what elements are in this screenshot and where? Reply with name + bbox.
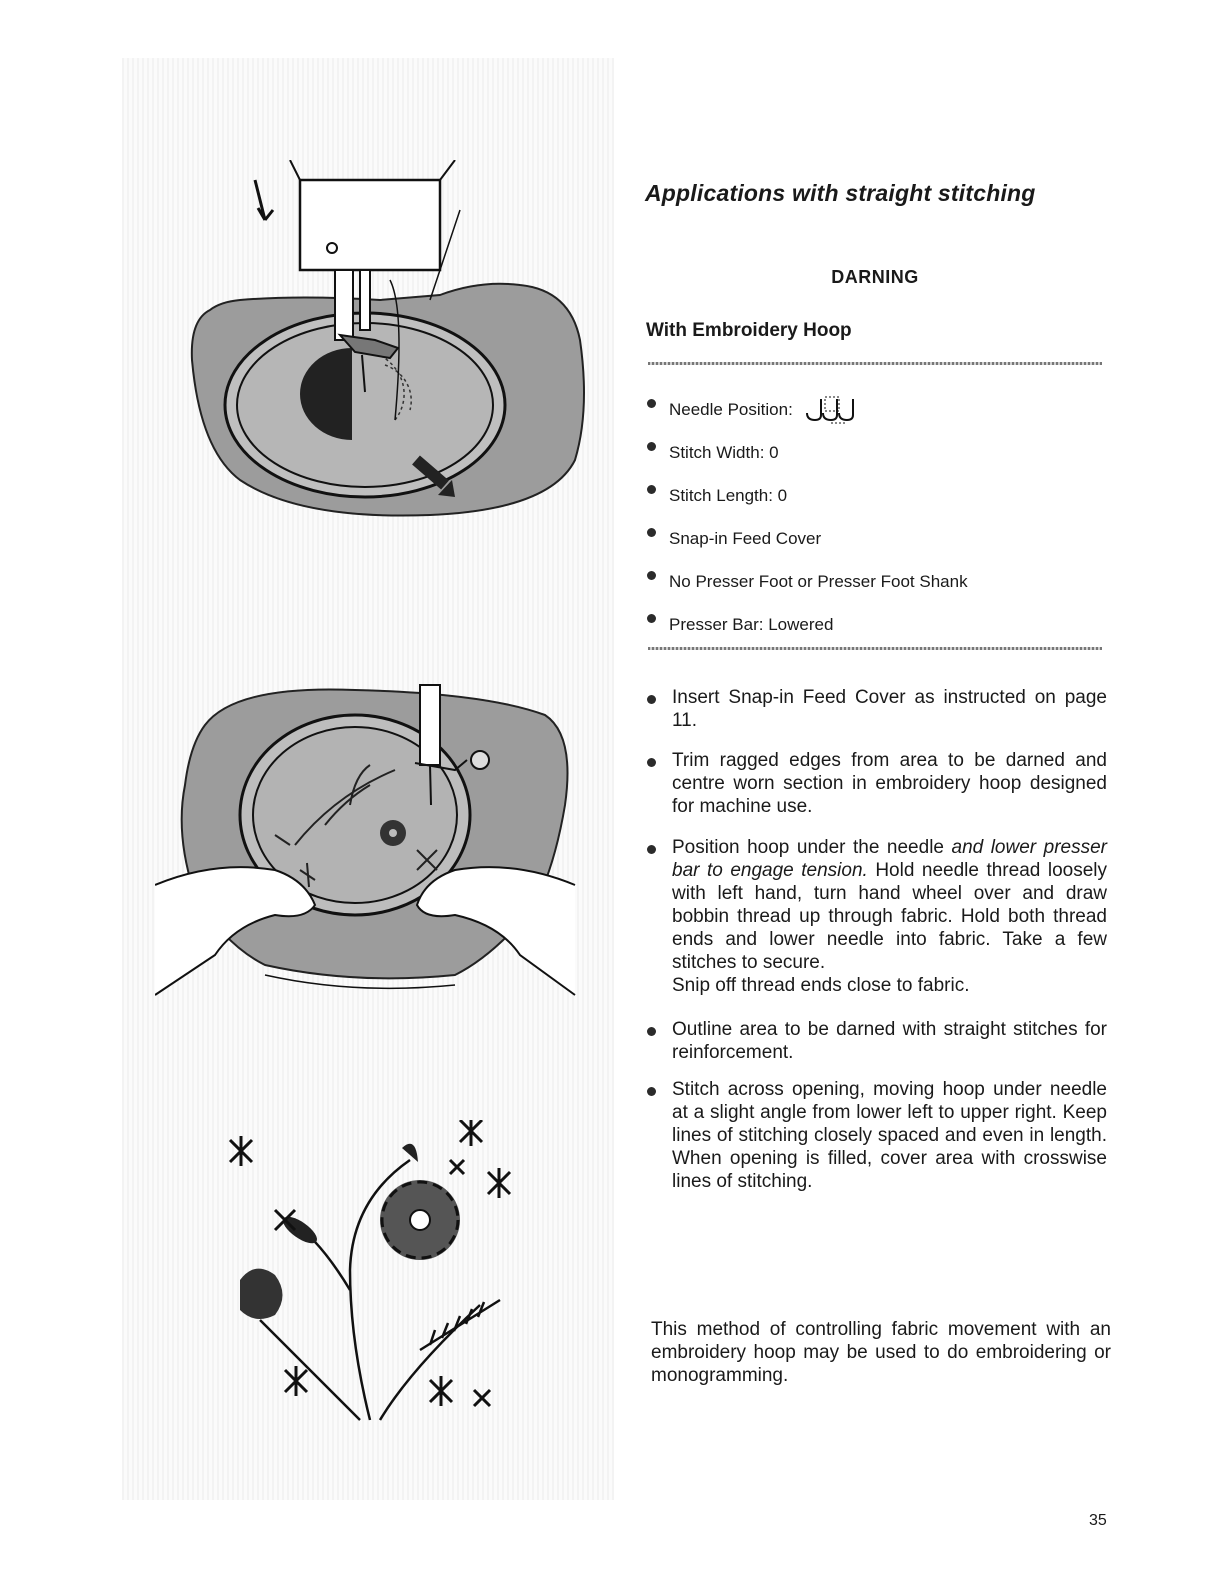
- instruction-steps: [645, 686, 1107, 1193]
- setting-label: Stitch Width: 0: [669, 442, 779, 462]
- bullet-icon: [647, 528, 656, 537]
- page-number: 35: [1089, 1512, 1107, 1529]
- setting-label: Snap-in Feed Cover: [669, 528, 822, 548]
- divider-top: [648, 362, 1102, 365]
- embroidery-flower-illustration: [220, 1120, 520, 1440]
- step-1: [645, 686, 1107, 732]
- machine-settings-list: [645, 388, 1105, 646]
- darning-hoop-illustration: [180, 160, 600, 540]
- bullet-icon: [647, 614, 656, 623]
- step-text: Trim ragged edges from area to be darned and centre worn section in embroidery hoop designed for machine use.: [672, 750, 1107, 817]
- bullet-icon: [647, 442, 656, 451]
- step-text: [672, 836, 1107, 974]
- step-4: [645, 1018, 1107, 1064]
- setting-feed-cover: [645, 517, 1105, 560]
- step-text: Insert Snap-in Feed Cover as instructed on page 11.: [672, 687, 1107, 731]
- flower-motif-icon: [380, 1180, 460, 1260]
- setting-label: Stitch Length: 0: [669, 485, 788, 505]
- step-3: [645, 836, 1107, 997]
- bullet-icon: [647, 1087, 656, 1096]
- step-text: Outline area to be darned with straight stitches for reinforcement.: [672, 1019, 1107, 1063]
- hoop-hands-illustration: [155, 675, 595, 1035]
- divider-bottom: [648, 647, 1102, 650]
- bullet-icon: [647, 695, 656, 704]
- bullet-icon: [647, 1027, 656, 1036]
- setting-label: No Presser Foot or Presser Foot Shank: [669, 571, 968, 591]
- subheading: With Embroidery Hoop: [646, 320, 852, 341]
- needle-position-icon: [801, 395, 873, 425]
- setting-stitch-width: [645, 431, 1105, 474]
- step-3-emphasis: and lower presser bar to engage tension.: [672, 837, 1107, 881]
- bullet-icon: [647, 758, 656, 767]
- page-title: Applications with straight stitching: [645, 180, 1036, 206]
- setting-needle-position: [645, 388, 1105, 431]
- step-3-intro: Position hoop under the needle: [672, 837, 944, 858]
- bullet-icon: [647, 399, 656, 408]
- step-3-detail: Hold needle thread loosely with left hand, turn hand wheel over and draw bobbin thread up through fabric. Hold both thread ends and lower needle into fabric. Take a few stitches to secure.: [672, 860, 1107, 973]
- step-2: [645, 749, 1107, 818]
- closing-note: This method of controlling fabric movement with an embroidery hoop may be used to do embroidering or monogramming.: [651, 1319, 1111, 1386]
- step-3-after: Snip off thread ends close to fabric.: [672, 975, 970, 996]
- bullet-icon: [647, 485, 656, 494]
- step-text: Stitch across opening, moving hoop under needle at a slight angle from lower left to upper right. Keep lines of stitching closely spaced and even in length. When opening is filled, cover area with crosswise lines of stitching.: [672, 1079, 1107, 1192]
- step-5: [645, 1078, 1107, 1193]
- bullet-icon: [647, 845, 656, 854]
- setting-label: Needle Position:: [669, 399, 793, 419]
- bullet-icon: [647, 571, 656, 580]
- setting-stitch-length: [645, 474, 1105, 517]
- section-heading: DARNING: [831, 267, 919, 287]
- setting-presser-bar: [645, 603, 1105, 646]
- setting-label: Presser Bar: Lowered: [669, 614, 834, 634]
- setting-presser-foot: [645, 560, 1105, 603]
